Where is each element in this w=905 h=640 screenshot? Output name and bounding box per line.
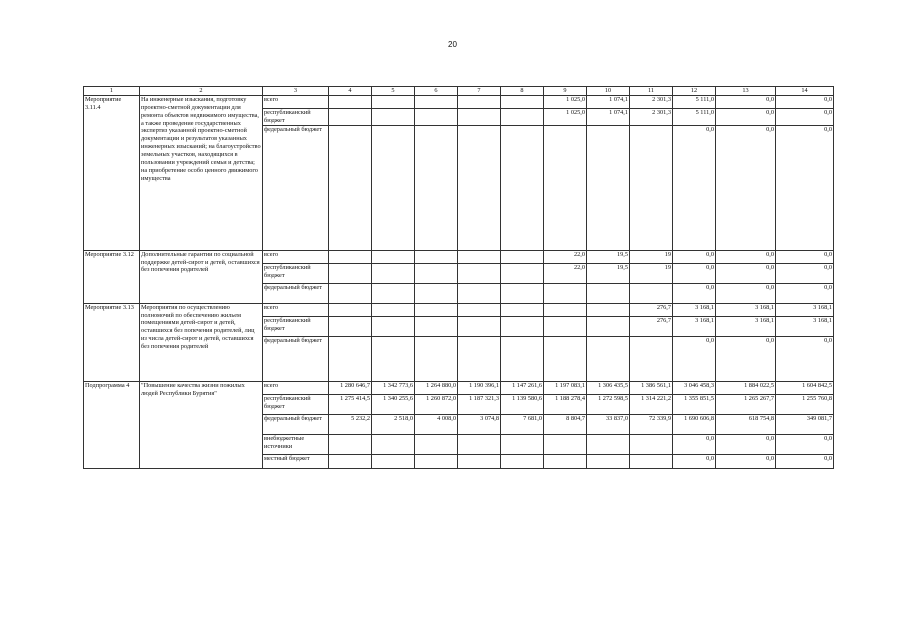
amount-cell [415, 96, 458, 109]
amount-cell [415, 109, 458, 126]
amount-cell: 0,0 [776, 125, 834, 250]
column-header: 7 [458, 87, 501, 96]
amount-cell: 349 081,7 [776, 414, 834, 434]
amount-cell [415, 434, 458, 454]
amount-cell: 1 255 760,8 [776, 394, 834, 414]
amount-cell [587, 303, 630, 316]
amount-cell: 0,0 [716, 336, 776, 381]
amount-cell: 1 604 842,5 [776, 381, 834, 394]
amount-cell [415, 454, 458, 468]
amount-cell [458, 250, 501, 263]
amount-cell: 0,0 [716, 125, 776, 250]
amount-cell [415, 316, 458, 336]
activity-code: Мероприятие 3.11.4 [84, 96, 140, 251]
funding-source: республиканский бюджет [263, 394, 329, 414]
amount-cell [544, 303, 587, 316]
amount-cell: 1 314 221,2 [630, 394, 673, 414]
amount-cell [372, 96, 415, 109]
amount-cell [587, 283, 630, 303]
amount-cell [501, 263, 544, 283]
amount-cell [501, 336, 544, 381]
amount-cell: 3 168,1 [776, 303, 834, 316]
amount-cell: 1 139 580,6 [501, 394, 544, 414]
amount-cell [458, 96, 501, 109]
amount-cell: 0,0 [673, 454, 716, 468]
activity-code: Мероприятие 3.12 [84, 250, 140, 303]
amount-cell [372, 263, 415, 283]
activity-name: Дополнительные гарантии по социальной поддержке детей-сирот и детей, оставшихся без попечения родителей [140, 250, 263, 303]
amount-cell: 0,0 [716, 454, 776, 468]
amount-cell: 276,7 [630, 303, 673, 316]
funding-source: республиканский бюджет [263, 316, 329, 336]
amount-cell [544, 454, 587, 468]
amount-cell [630, 434, 673, 454]
table-row [84, 250, 834, 263]
funding-source: республиканский бюджет [263, 109, 329, 126]
amount-cell: 1 074,1 [587, 109, 630, 126]
funding-source: всего [263, 381, 329, 394]
amount-cell [458, 316, 501, 336]
amount-cell [501, 316, 544, 336]
amount-cell [501, 454, 544, 468]
amount-cell [372, 434, 415, 454]
amount-cell [372, 250, 415, 263]
amount-cell: 3 168,1 [716, 316, 776, 336]
amount-cell: 0,0 [673, 434, 716, 454]
amount-cell: 3 074,8 [458, 414, 501, 434]
amount-cell [501, 109, 544, 126]
amount-cell: 276,7 [630, 316, 673, 336]
column-header: 2 [140, 87, 263, 96]
amount-cell: 1 386 561,1 [630, 381, 673, 394]
amount-cell: 2 301,3 [630, 109, 673, 126]
amount-cell [458, 303, 501, 316]
amount-cell: 5 111,0 [673, 96, 716, 109]
amount-cell [501, 250, 544, 263]
funding-source: федеральный бюджет [263, 125, 329, 250]
amount-cell: 0,0 [673, 250, 716, 263]
table-row [84, 303, 834, 316]
funding-source: федеральный бюджет [263, 336, 329, 381]
column-header: 4 [329, 87, 372, 96]
amount-cell [458, 109, 501, 126]
amount-cell [415, 303, 458, 316]
activity-name: "Повышение качества жизни пожилых людей Республики Бурятия" [140, 381, 263, 468]
amount-cell: 3 168,1 [716, 303, 776, 316]
amount-cell: 3 168,1 [673, 303, 716, 316]
amount-cell [544, 336, 587, 381]
amount-cell: 3 168,1 [776, 316, 834, 336]
amount-cell [372, 283, 415, 303]
amount-cell: 1 280 646,7 [329, 381, 372, 394]
funding-source: федеральный бюджет [263, 283, 329, 303]
amount-cell: 1 690 606,8 [673, 414, 716, 434]
amount-cell [630, 125, 673, 250]
column-header: 14 [776, 87, 834, 96]
amount-cell [630, 454, 673, 468]
amount-cell [501, 434, 544, 454]
amount-cell: 33 837,0 [587, 414, 630, 434]
amount-cell [329, 434, 372, 454]
amount-cell [458, 434, 501, 454]
amount-cell [544, 283, 587, 303]
amount-cell: 1 342 773,6 [372, 381, 415, 394]
table-row [84, 96, 834, 109]
amount-cell [587, 454, 630, 468]
amount-cell: 8 804,7 [544, 414, 587, 434]
column-number-row [84, 87, 834, 96]
amount-cell: 0,0 [716, 250, 776, 263]
amount-cell [544, 316, 587, 336]
amount-cell: 2 301,3 [630, 96, 673, 109]
funding-source: всего [263, 303, 329, 316]
amount-cell: 1 074,1 [587, 96, 630, 109]
amount-cell: 19,5 [587, 250, 630, 263]
amount-cell: 72 339,9 [630, 414, 673, 434]
amount-cell [372, 336, 415, 381]
amount-cell [544, 434, 587, 454]
amount-cell: 1 275 414,5 [329, 394, 372, 414]
amount-cell [587, 125, 630, 250]
amount-cell: 19 [630, 263, 673, 283]
amount-cell: 0,0 [716, 109, 776, 126]
amount-cell: 0,0 [716, 434, 776, 454]
amount-cell: 1 264 880,0 [415, 381, 458, 394]
column-header: 5 [372, 87, 415, 96]
amount-cell [329, 303, 372, 316]
amount-cell [587, 336, 630, 381]
funding-source: местный бюджет [263, 454, 329, 468]
amount-cell [329, 454, 372, 468]
activity-code: Подпрограмма 4 [84, 381, 140, 468]
amount-cell [587, 316, 630, 336]
amount-cell [372, 303, 415, 316]
amount-cell [458, 125, 501, 250]
amount-cell [329, 336, 372, 381]
amount-cell: 5 232,2 [329, 414, 372, 434]
amount-cell: 0,0 [776, 250, 834, 263]
amount-cell [372, 316, 415, 336]
amount-cell: 1 190 396,1 [458, 381, 501, 394]
amount-cell: 0,0 [673, 263, 716, 283]
amount-cell: 0,0 [776, 454, 834, 468]
amount-cell [544, 125, 587, 250]
amount-cell [458, 336, 501, 381]
funding-source: республиканский бюджет [263, 263, 329, 283]
funding-source: всего [263, 96, 329, 109]
budget-table [83, 86, 834, 469]
amount-cell: 0,0 [776, 109, 834, 126]
amount-cell [329, 263, 372, 283]
amount-cell [372, 454, 415, 468]
amount-cell: 22,0 [544, 250, 587, 263]
amount-cell [372, 125, 415, 250]
amount-cell [501, 303, 544, 316]
amount-cell: 0,0 [776, 336, 834, 381]
amount-cell: 1 188 278,4 [544, 394, 587, 414]
amount-cell [458, 263, 501, 283]
amount-cell: 0,0 [716, 283, 776, 303]
amount-cell: 0,0 [673, 283, 716, 303]
amount-cell: 1 025,0 [544, 109, 587, 126]
funding-source: всего [263, 250, 329, 263]
table-row [84, 381, 834, 394]
amount-cell [415, 263, 458, 283]
amount-cell [501, 283, 544, 303]
column-header: 12 [673, 87, 716, 96]
amount-cell [415, 125, 458, 250]
amount-cell: 1 340 255,6 [372, 394, 415, 414]
amount-cell: 3 168,1 [673, 316, 716, 336]
amount-cell: 7 681,0 [501, 414, 544, 434]
amount-cell: 4 008,0 [415, 414, 458, 434]
amount-cell: 2 518,0 [372, 414, 415, 434]
amount-cell [329, 283, 372, 303]
column-header: 13 [716, 87, 776, 96]
funding-source: внебюджетные источники [263, 434, 329, 454]
activity-name: Мероприятия по осуществлению полномочий по обеспечению жильем помещениями детей-сирот и детей, оставшихся без попечения родителей, лиц из числа детей-сирот и детей, оставшихся без попечения родителей [140, 303, 263, 381]
amount-cell [630, 336, 673, 381]
amount-cell: 1 272 598,5 [587, 394, 630, 414]
amount-cell: 1 306 435,5 [587, 381, 630, 394]
amount-cell [329, 316, 372, 336]
amount-cell: 1 265 267,7 [716, 394, 776, 414]
page-number: 20 [448, 40, 457, 49]
amount-cell [415, 250, 458, 263]
amount-cell: 1 197 083,1 [544, 381, 587, 394]
amount-cell: 1 025,0 [544, 96, 587, 109]
amount-cell: 0,0 [716, 96, 776, 109]
amount-cell [501, 96, 544, 109]
amount-cell [372, 109, 415, 126]
column-header: 8 [501, 87, 544, 96]
amount-cell [329, 125, 372, 250]
amount-cell [587, 434, 630, 454]
amount-cell: 0,0 [716, 263, 776, 283]
amount-cell: 0,0 [673, 125, 716, 250]
amount-cell: 0,0 [776, 434, 834, 454]
amount-cell: 0,0 [673, 336, 716, 381]
amount-cell: 618 754,8 [716, 414, 776, 434]
amount-cell: 0,0 [776, 96, 834, 109]
amount-cell [329, 250, 372, 263]
table-body [84, 87, 834, 469]
amount-cell: 19,5 [587, 263, 630, 283]
column-header: 10 [587, 87, 630, 96]
funding-source: федеральный бюджет [263, 414, 329, 434]
amount-cell: 0,0 [776, 283, 834, 303]
activity-code: Мероприятие 3.13 [84, 303, 140, 381]
amount-cell [458, 283, 501, 303]
amount-cell: 1 260 872,0 [415, 394, 458, 414]
amount-cell [501, 125, 544, 250]
column-header: 3 [263, 87, 329, 96]
amount-cell [415, 336, 458, 381]
amount-cell [458, 454, 501, 468]
amount-cell [329, 109, 372, 126]
amount-cell: 1 147 261,6 [501, 381, 544, 394]
amount-cell: 1 884 022,5 [716, 381, 776, 394]
column-header: 6 [415, 87, 458, 96]
amount-cell [415, 283, 458, 303]
amount-cell: 5 111,0 [673, 109, 716, 126]
amount-cell [630, 283, 673, 303]
amount-cell: 0,0 [776, 263, 834, 283]
amount-cell: 3 046 458,3 [673, 381, 716, 394]
amount-cell [329, 96, 372, 109]
amount-cell: 1 355 851,5 [673, 394, 716, 414]
activity-name: На инженерные изыскания, подготовку проектно-сметной документации для ремонта объектов недвижимого имущества, а также проведение государственных экспертиз указанной проектно-сметной документации и результатов указанных инженерных изысканий; на благоустройство земельных участков, находящихся в пользовании учреждений семьи и детства; на приобретение особо ценного движимого имущества [140, 96, 263, 251]
column-header: 11 [630, 87, 673, 96]
amount-cell: 19 [630, 250, 673, 263]
column-header: 1 [84, 87, 140, 96]
column-header: 9 [544, 87, 587, 96]
amount-cell: 22,0 [544, 263, 587, 283]
amount-cell: 1 187 321,3 [458, 394, 501, 414]
